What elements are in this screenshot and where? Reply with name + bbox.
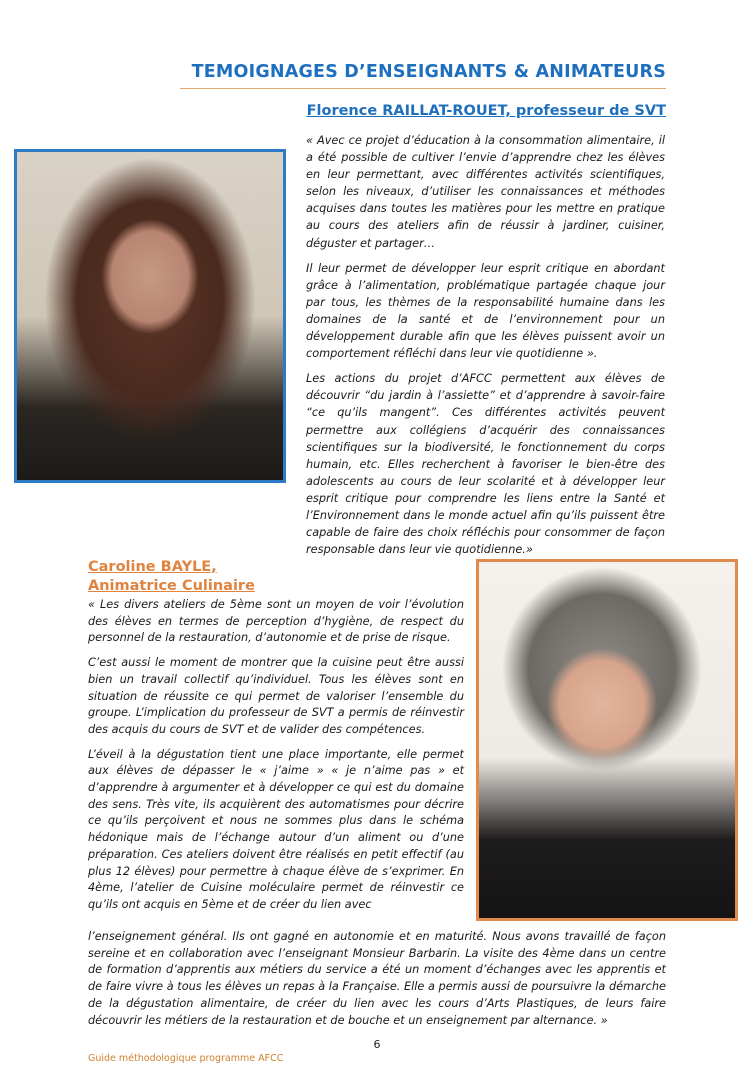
- paragraph: Les actions du projet d’AFCC permettent aux élèves de découvrir “du jardin à l’assiette” et d’apprendre à savoir-faire “ce qu’ils mangent”. Ces différentes activités peuvent permettre aux collégiens d’acquérir des connaissances scientifiques sur la biodiversité, le fonctionnement du corps humain, etc. Elles recherchent à favoriser le bien-être des adolescents au cours de leur scolarité et à développer leur esprit critique pour comprendre les liens entre la Santé et l’Environnement dans le monde actuel afin qu’ils puissent être capable de faire des choix réfléchis pour consommer de façon responsable dans leur vie quotidienne.»: [306, 372, 665, 557]
- portrait-photo-florence: [14, 149, 286, 483]
- paragraph: l’enseignement général. Ils ont gagné en autonomie et en maturité. Nous avons travaillé de façon sereine et en collaboration avec l’enseignant Monsieur Barbarin. La visite des 4ème dans un centre de formation d’apprentis aux métiers du service a été un moment d’échanges avec les apprentis et de faire vivre à tous les élèves un repas à la Française. Elle a permis aussi de poursuivre la démarche de la dégustation alimentaire, de créer du lien avec les cours d’Arts Plastiques, de leurs faire découvrir les métiers de la restauration et de bouche et un enseignement par alternance. »: [88, 930, 666, 1027]
- author-name: Caroline BAYLE,: [88, 559, 217, 575]
- paragraph: « Avec ce projet d’éducation à la consommation alimentaire, il a été possible de cultiver l’envie d’apprendre chez les élèves en leur permettant, avec différentes activités scientifiques, selon les niveaux, d’utiliser les connaissances et méthodes acquises dans toutes les matières pour les mettre en pratique au cours des ateliers afin de réussir à jardiner, cuisiner, déguster et partager…: [306, 134, 665, 250]
- page-title: TEMOIGNAGES D’ENSEIGNANTS & ANIMATEURS: [191, 62, 666, 82]
- paragraph: L’éveil à la dégustation tient une place importante, elle permet aux élèves de dépasser le « j’aime » « je n’aime pas » et d’apprendre à argumenter et à développer ce qui est du domaine des sens. Très vite, ils acquièrent des automatismes pour décrire ce qu’ils perçoivent et nous ne sommes plus dans le schéma hédonique mais de l’échange autour d’un aliment ou d’une préparation. Ces ateliers doivent être réalisés en petit effectif (au plus 12 élèves) pour permettre à chaque élève de s’exprimer. En 4ème, l’atelier de Cuisine moléculaire permet de réinvestir ce qu’ils ont acquis en 5ème et de créer du lien avec: [88, 747, 464, 911]
- footer-text: Guide méthodologique programme AFCC: [88, 1053, 284, 1064]
- author-florence-heading: Florence RAILLAT-ROUET, professeur de SVT: [306, 103, 666, 119]
- paragraph: C’est aussi le moment de montrer que la cuisine peut être aussi bien un travail collectif qu’individuel. Tous les élèves sont en situation de réussite ce qui permet de valoriser l’ensemble du groupe. L’implication du professeur de SVT a permis de réinvestir des acquis du cours de SVT et de valider des compétences.: [88, 656, 464, 736]
- portrait-photo-caroline: [476, 559, 738, 921]
- paragraph: Il leur permet de développer leur esprit critique en abordant grâce à l’alimentation, problématique partagée chaque jour par tous, les thèmes de la responsabilité humaine dans les domaines de la santé et de l’environnement pour un développement durable afin que les élèves puissent avoir un comportement réfléchi dans leur vie quotidienne ».: [306, 261, 665, 361]
- testimony-caroline-continued: [88, 929, 666, 1037]
- paragraph: « Les divers ateliers de 5ème sont un moyen de voir l’évolution des élèves en termes de perception d’hygiène, de respect du personnel de la restauration, d’autonomie et de prise de risque.: [88, 598, 464, 645]
- testimony-florence: [306, 132, 665, 566]
- title-divider: [180, 88, 666, 89]
- testimony-caroline: [88, 597, 464, 922]
- author-role: Animatrice Culinaire: [88, 578, 255, 594]
- author-caroline-heading: [88, 558, 255, 596]
- page-number: 6: [373, 1038, 381, 1051]
